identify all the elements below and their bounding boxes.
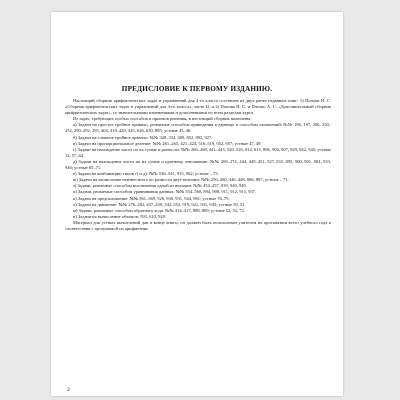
- list-item: в) Задачи на пропорциональное деление: №№ 261–265, 421–424, 516–519, 952, 957; устные 47, 48.: [73, 140, 262, 146]
- list-item: е) Задачи на комбинацию типов г) и д): №№ 536–541, 935, 962; устные – 73.: [73, 171, 219, 177]
- list-item: г) Задачи на нахождение чисел по их сумме и разности: №№ 266–268, 441–443, 520–526, 614, 615, 896, 902, 907, 929, 942, 945; устные 12, 57–64.: [65, 146, 331, 158]
- list-item: и) Задачи, решаемые способом уравнивания данных: №№ 554–560, 894, 908, 911, 912, 915, 937.: [73, 189, 257, 195]
- page-title: ПРЕДИСЛОВИЕ К ПЕРВОМУ ИЗДАНИЮ.: [121, 85, 273, 93]
- paragraph: Настоящий сборник арифметических задач и упражнений для 4-го класса составлен из двух ранее изданных книг: 1) Попова Н. С. «Сборник арифметических задач и упражнений для 4-го класса», часть II, и 2) Попова Н. С. и Пчелко А. С. «Дополнительный сборник арифметических задач», со значительными изменениями и дополнениями по всем разделам курса.: [65, 98, 331, 116]
- paragraph: Материал для устных вычислений дан в конце книги; он должен быть использован учителем на протяжении всего учебного года в соответствии с программой по арифметике.: [65, 219, 331, 231]
- document-page: [51, 12, 343, 396]
- list-item: а) Задачи на простое тройное правило, решаемые способом приведения к единице и способом отношений: №№ 196, 197, 200, 250–252, 290–292, 295, 404, 418–420, 425, 626–630, 885; устные 43–46.: [65, 122, 331, 134]
- list-item: б) Задачи на сложное тройное правило: №№ 328–334, 409, 852, 893, 927.: [73, 134, 213, 140]
- page-number: 2: [67, 387, 70, 393]
- list-item: д) Задачи на нахождение чисел по их сумме и кратному отношению: №№ 269–274, 444, 449–451, 527–533, 895, 900, 901, 904, 933, 946; устные 65–71.: [65, 158, 331, 171]
- list-item: ж) Задачи на вычисление неизвестного по разности двух величин: №№ 256–260, 446–448, 886, 887; устные – 71.: [73, 177, 289, 183]
- list-item: м) Задачи, решаемые способом обратного хода: №№ 414–417, 888, 889; устные 52, 53, 72.: [73, 207, 245, 213]
- page-body: [65, 98, 331, 232]
- paragraph: Из задач, требующих особых способов и приемов решения, в настоящий сборник включены:: [73, 116, 252, 122]
- list-item: з) Задачи, решаемые способом исключения одной из величин: №№ 454–457, 939, 940, 949.: [73, 183, 247, 189]
- list-item: к) Задачи на предположение: №№ 561–569, 928, 930, 931, 944, 961; устные 76–79.: [73, 195, 230, 201]
- list-item: н) Задачи на вычисление объемов: 593–610, 929.: [73, 213, 166, 219]
- list-item: л) Задачи на движение: №№ 276–282, 437–439, 542–553, 919, 921, 941, 943; устные 50, 51.: [73, 201, 246, 207]
